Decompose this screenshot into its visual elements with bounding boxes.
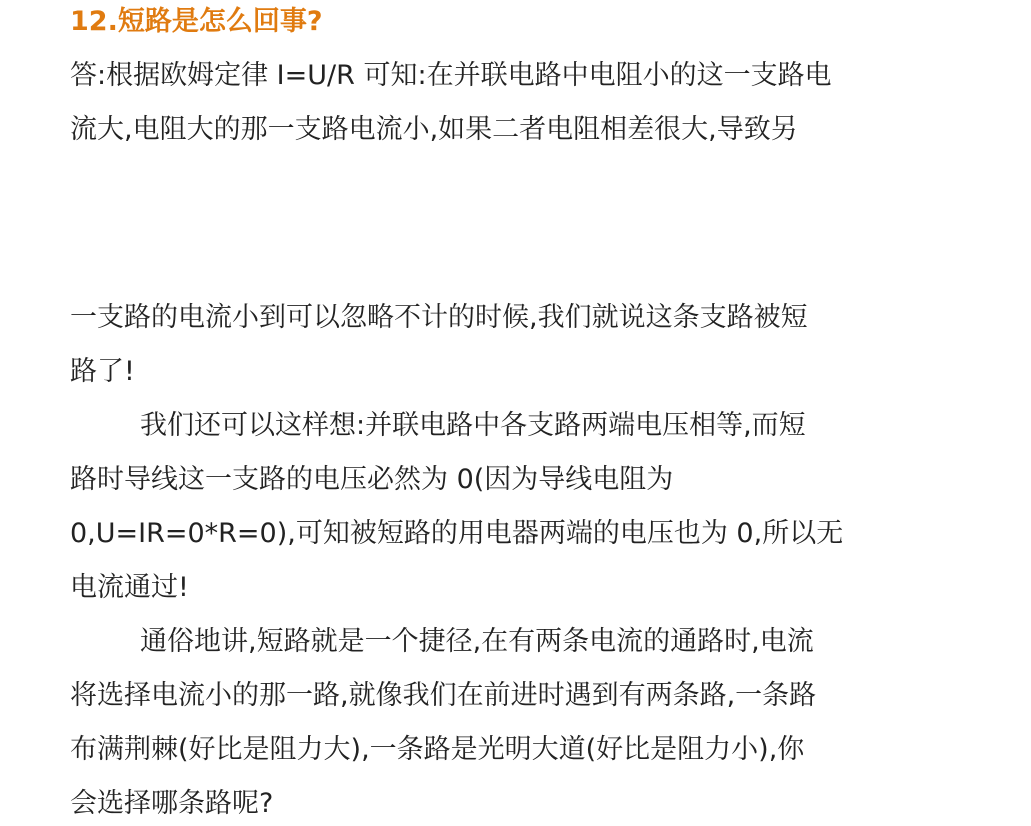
paragraph-line: 我们还可以这样想:并联电路中各支路两端电压相等,而短 — [140, 410, 806, 441]
paragraph-line: 布满荆棘(好比是阻力大),一条路是光明大道(好比是阻力小),你 — [70, 734, 805, 765]
paragraph-line: 流大,电阻大的那一支路电流小,如果二者电阻相差很大,导致另 — [70, 114, 798, 145]
paragraph-line: 0,U=IR=0*R=0),可知被短路的用电器两端的电压也为 0,所以无 — [70, 518, 844, 549]
paragraph-line: 通俗地讲,短路就是一个捷径,在有两条电流的通路时,电流 — [140, 626, 814, 657]
paragraph-line: 一支路的电流小到可以忽略不计的时候,我们就说这条支路被短 — [70, 302, 808, 333]
paragraph-line: 会选择哪条路呢? — [70, 788, 274, 819]
section-title: 12.短路是怎么回事? — [70, 6, 323, 37]
paragraph-line: 答:根据欧姆定律 I=U/R 可知:在并联电路中电阻小的这一支路电 — [70, 60, 832, 91]
paragraph-line: 路时导线这一支路的电压必然为 0(因为导线电阻为 — [70, 464, 674, 495]
paragraph-line: 路了! — [70, 356, 135, 387]
paragraph-line: 电流通过! — [70, 572, 189, 603]
paragraph-line: 将选择电流小的那一路,就像我们在前进时遇到有两条路,一条路 — [70, 680, 817, 711]
